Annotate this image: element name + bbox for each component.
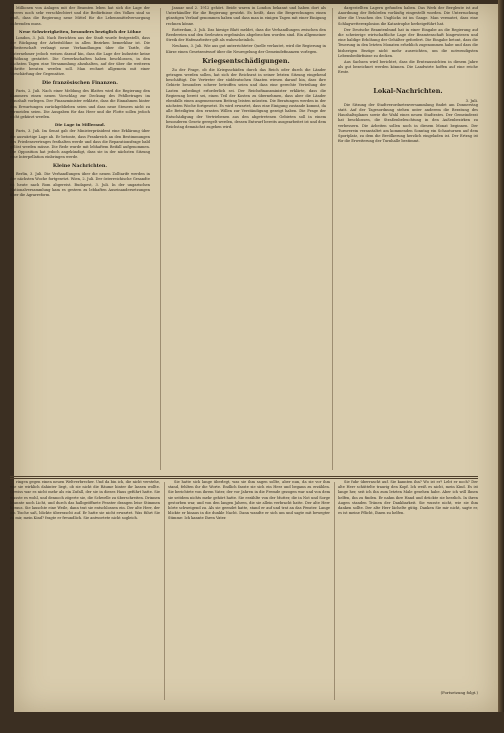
lokal-date: 3. Juli. [465,97,478,103]
lead-paragraph: Millionen von Anlagen mit der Beamten leben hat sich die Lage der Heeres noch sehr verschlechtert und die Bedürfnisse des Volkes sind so groß, dass die Regierung neue Mittel für die Lebensmittelversorgung aufwenden muss. [10,6,150,26]
feuilleton-column-3 [338,480,478,680]
feuilleton-text: Sie hatte sich lange überlegt, was sie ihm sagen sollte, aber nun, da sie vor ihm stand, fehlten ihr die Worte. Endlich fasste sie sich ein Herz und begann zu erzählen. Sie berichtete von ihrem Vater, der vor Jahren in die Fremde gezogen war und von dem sie seitdem nichts mehr gehört hatte. Sie erzählte von der Mutter, die in Not und Sorge gestorben war, und von den langen Jahren, die sie allein verbracht hatte. Der alte Herr hörte schweigend zu. Als sie geendet hatte, stand er auf und trat an das Fenster. Lange blickte er hinaus in die dunkle Nacht. Dann wandte er sich um und sagte mit bewegter Stimme: Ich kannte Ihren Vater. [168,480,330,521]
article-body: dargestellten Lagern gefunden haben. Das Werk der Bergleute ist auf Anordnung der Behörden vorläufig eingestellt worden. Die Untersuchung über die Ursachen des Unglücks ist im Gange. Man vermutet, dass eine Schlagwetterexplosion die Katastrophe herbeigeführt hat. [338,6,478,26]
article-heading: Die Lage in Millerand. [54,122,106,128]
article-body: Paris, 2. Juli. Nach einer Meldung des Blattes wird die Regierung den Kammern einen neuen Vorschlag zur Deckung des Fehlbetrages im Haushalt vorlegen. Der Finanzminister erklärte, dass die Einnahmen hinter den Erwartungen zurückgeblieben seien und dass neue Steuern nicht zu vermeiden seien. Die Ausgaben für das Heer und die Flotte sollen jedoch nicht gekürzt werden. [10,89,150,120]
lokal-title: Lokal-Nachrichten. [373,86,443,95]
feuilleton-divider [10,478,478,479]
article-body: Der Deutsche Beamtenbund hat in einer Eingabe an die Regierung auf die schwierige wirtschaftliche Lage der Beamtenschaft hingewiesen und eine baldige Erhöhung der Gehälter gefordert. Die Eingabe betont, dass die Teuerung in den letzten Monaten erheblich zugenommen habe und dass die bisherigen Bezüge nicht mehr ausreichten, um die notwendigsten Lebensbedürfnisse zu decken. [338,27,478,58]
column-divider [332,8,333,470]
feuilleton-text: Sie fuhr überrascht auf. Sie kannten ihn? Wo ist er? Lebt er noch? Der alte Herr schüttelte traurig den Kopf. Ich weiß es nicht, mein Kind. Es ist lange her, seit ich ihn zum letzten Male gesehen habe. Aber ich will Ihnen helfen, ihn zu finden. Er nahm ihre Hand und drückte sie herzlich. In ihren Augen standen Tränen der Dankbarkeit. Sie wusste nicht, wie sie ihm danken sollte. Der alte Herr lächelte gütig. Danken Sie mir nicht, sagte er, es ist meine Pflicht, Ihnen zu helfen. [338,480,478,516]
article-heading: Kleine Nachrichten. [52,162,108,169]
scan-border [0,712,504,733]
feuilleton-column-2 [168,480,330,702]
column-middle [166,6,326,474]
column-divider [334,482,335,700]
article-body: Paris, 3. Juli. Im Senat gab der Ministerpräsident eine Erklärung über die auswärtige Lage ab. Er betonte, dass Frankreich an den Bestimmungen des Friedensvertrages festhalten werde und dass die Reparationsfrage bald gelöst werden müsse. Die Rede wurde mit lebhaftem Beifall aufgenommen. Die Opposition hat jedoch angekündigt, dass sie in der nächsten Sitzung eine Interpellation einbringen werde. [10,129,150,160]
feuilleton-divider [10,476,478,477]
article-body: Rotterdam, 3. Juli. Das hiesige Blatt meldet, dass die Verhandlungen zwischen den Reedereien und den Seeleuten ergebnislos abgebrochen worden sind. Ein allgemeiner Streik der Hafenarbeiter gilt als wahrscheinlich. [166,27,326,43]
column-divider [164,482,165,700]
article-body: Aus Sachsen wird berichtet, dass die Ernteaussichten in diesem Jahre als gut bezeichnet werden können. Die Landwirte hoffen auf eine reiche Ernte. [338,60,478,75]
feuilleton-column-1 [10,480,160,702]
column-left [10,6,150,474]
page-edge [498,0,504,733]
article-heading: Neue Schwierigkeiten, besonders bezüglich der Löhne [18,28,142,34]
article-body: Januar und 2. 1912 gehört. Beide waren in London bekannt und haben dort als Unterhändler für die Regierung gewirkt. Es heißt, dass die Besprechungen einen günstigen Verlauf genommen haben und dass man in einigen Tagen mit einer Einigung rechnen könne. [166,6,326,26]
article-body: London, 3. Juli. Nach Berichten aus der Stadt wurde festgestellt, dass der Rückgang der Arbeitslöhne in allen Bezirken bemerkbar ist. Die Arbeiterschaft verlangt neue Verhandlungen über die Tarife, die Unternehmer jedoch weisen darauf hin, dass die Lage der Industrie keine Erhöhung gestattet. Die Gewerkschaften haben beschlossen, in den nächsten Tagen eine Versammlung abzuhalten, auf der über die weiteren Schritte beraten werden soll. Man rechnet allgemein mit einer Verschärfung der Gegensätze. [10,36,150,77]
feuilleton-text: ringen gegen einen neuen Weltverbrecher. Und da bin ich, die nicht verstehe, wie sie wirklich dahinter liegt, ob sie nicht die Räume hinter ihr lassen wollte. Gewiss war es nicht mehr als ein Zufall, der sie in dieses Haus geführt hatte. Sie wusste es wohl, und dennoch zögerte sie, die Schwelle zu überschreiten. Drinnen brannte noch Licht, und durch das halbgeöffnete Fenster drangen leise Stimmen heraus. Sie lauschte eine Weile, dann trat sie entschlossen ein. Der alte Herr, der am Tische saß, blickte überrascht auf. Er hatte sie nicht erwartet. Was führt Sie zu mir, mein Kind? fragte er freundlich. Sie antwortete nicht sogleich. [10,480,160,521]
article-body: Neuhaus, 3. Juli. Wie aus gut unterrichteter Quelle verlautet, wird die Regierung in Kürze einen Gesetzentwurf über die Neuregelung der Gemeindefinanzen vorlegen. [166,44,326,54]
lokal-body: Die Sitzung der Stadtverordnetenversammlung findet am Donnerstag statt. Auf der Tagesordnung stehen unter anderem die Beratung des Haushaltsplanes sowie die Wahl eines neuen Stadtrates. Der Gemeinderat hat beschlossen, die Straßenbeleuchtung in den Außenbezirken zu verbessern. Die Arbeiten sollen noch in diesem Monat beginnen. Der Turnverein veranstaltet am kommenden Sonntag ein Schauturnen auf dem Sportplatz, zu dem die Bevölkerung herzlich eingeladen ist. Der Ertrag ist für die Erweiterung der Turnhalle bestimmt. [338,102,478,144]
article-heading: Die französischen Finanzen. [42,79,118,86]
column-right [338,6,478,474]
continued-note: (Fortsetzung folgt.) [440,690,478,695]
article-body: Zu der Frage, ob die Kriegsschäden durch das Reich oder durch die Länder getragen werden sollen, hat sich der Reichsrat in seiner letzten Sitzung eingehend beschäftigt. Die Vertreter der süddeutschen Staaten wiesen darauf hin, dass ihre Gebiete besonders schwer betroffen seien und dass eine gerechte Verteilung der Lasten unbedingt erforderlich sei. Der Reichsfinanzminister erklärte, dass die Regierung bereit sei, einen Teil der Kosten zu übernehmen, dass aber die Länder ebenfalls einen angemessenen Beitrag leisten müssten. Die Beratungen werden in der nächsten Woche fortgesetzt. Es wird erwartet, dass eine Einigung zustande kommt, da alle Beteiligten den ernsten Willen zur Verständigung gezeigt haben. Die Frage der Entschädigung der Vertriebenen aus den abgetretenen Gebieten soll in einem besonderen Gesetz geregelt werden, dessen Entwurf bereits ausgearbeitet ist und dem Reichstag demnächst zugehen wird. [166,67,326,130]
column-divider [160,8,161,470]
article-body: Berlin, 3. Juli. Die Verhandlungen über die neuen Zolltarife werden in der nächsten Woche fortgesetzt. Wien, 2. Juli. Der österreichische Gesandte ist heute nach Rom abgereist. Budapest, 3. Juli. In der ungarischen Nationalversammlung kam es gestern zu lebhaften Auseinandersetzungen über die Agrarreform. [10,172,150,197]
section-title: Kriegsentschädigungen. [202,56,290,65]
